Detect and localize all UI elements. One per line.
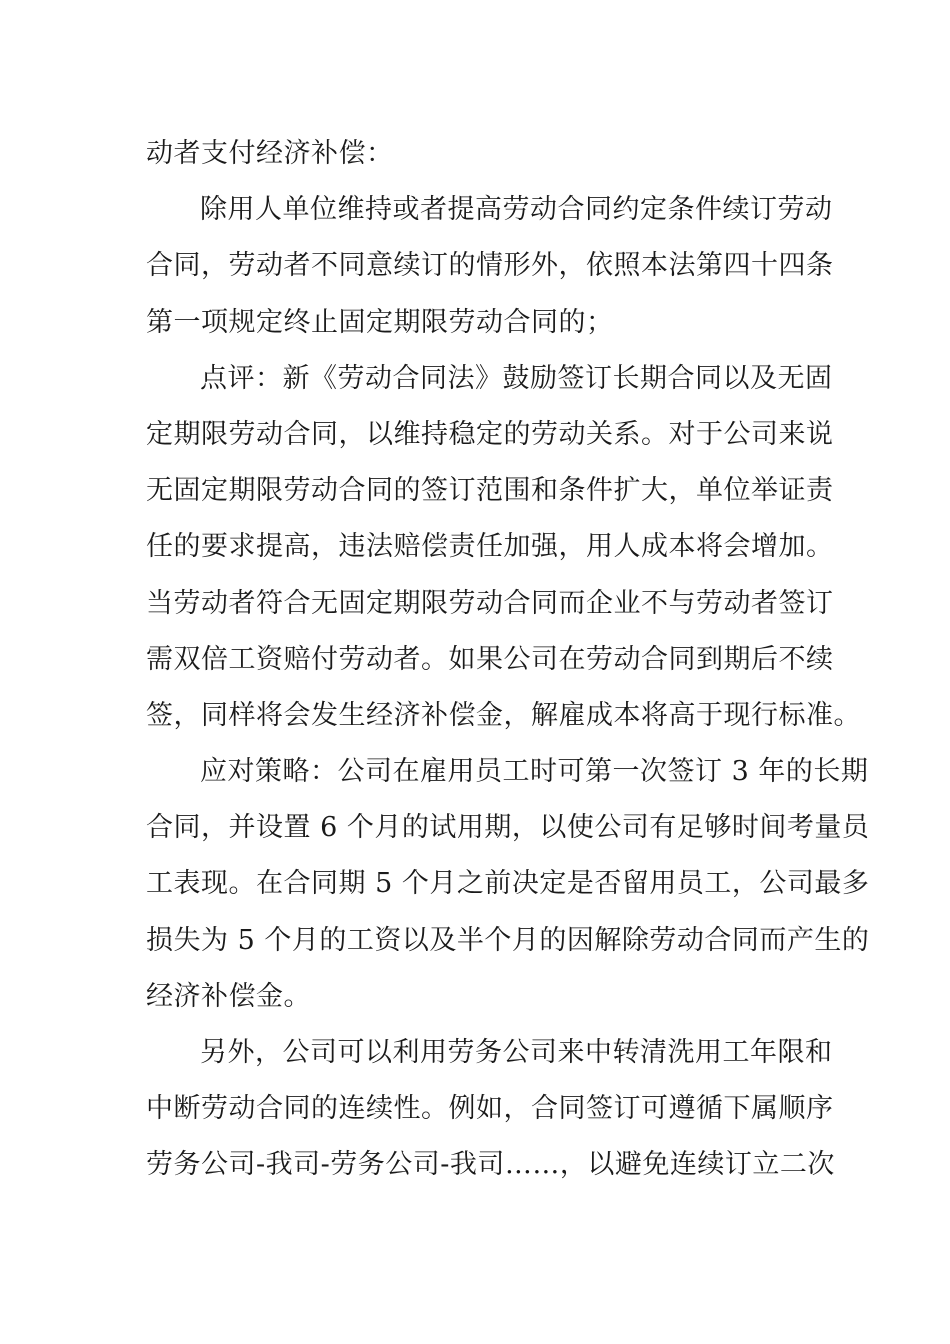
text-line: 定期限劳动合同，以维持稳定的劳动关系。对于公司来说 — [146, 418, 834, 450]
text-line: 点评：新《劳动合同法》鼓励签订长期合同以及无固 — [200, 362, 833, 394]
text-line: 合同，并设置 6 个月的试用期，以使公司有足够时间考量员 — [146, 812, 870, 844]
text-line: 中断劳动合同的连续性。例如，合同签订可遵循下属顺序 — [146, 1093, 834, 1125]
text-line: 合同，劳动者不同意续订的情形外，依照本法第四十四条 — [146, 250, 834, 282]
text-line: 另外，公司可以利用劳务公司来中转清洗用工年限和 — [200, 1037, 833, 1068]
text-line: 当劳动者符合无固定期限劳动合同而企业不与劳动者签订 — [146, 587, 834, 619]
text-line: 第一项规定终止固定期限劳动合同的； — [146, 306, 614, 338]
text-line: 劳务公司-我司-劳务公司-我司……，以避免连续订立二次 — [146, 1149, 835, 1181]
text-line: 除用人单位维持或者提高劳动合同约定条件续订劳动 — [200, 194, 833, 226]
text-line: 任的要求提高，违法赔偿责任加强，用人成本将会增加。 — [146, 531, 834, 563]
text-line: 动者支付经济补偿： — [146, 138, 394, 169]
text-line: 经济补偿金。 — [146, 980, 311, 1012]
text-line: 无固定期限劳动合同的签订范围和条件扩大，单位举证责 — [146, 475, 834, 507]
text-line: 需双倍工资赔付劳动者。如果公司在劳动合同到期后不续 — [146, 643, 834, 675]
document-body — [146, 126, 870, 1194]
text-line: 签，同样将会发生经济补偿金，解雇成本将高于现行标准。 — [146, 699, 861, 731]
text-line: 损失为 5 个月的工资以及半个月的因解除劳动合同而产生的 — [146, 924, 870, 956]
text-line: 工表现。在合同期 5 个月之前决定是否留用员工，公司最多 — [146, 868, 870, 900]
text-line: 应对策略：公司在雇用员工时可第一次签订 3 年的长期 — [200, 756, 869, 788]
